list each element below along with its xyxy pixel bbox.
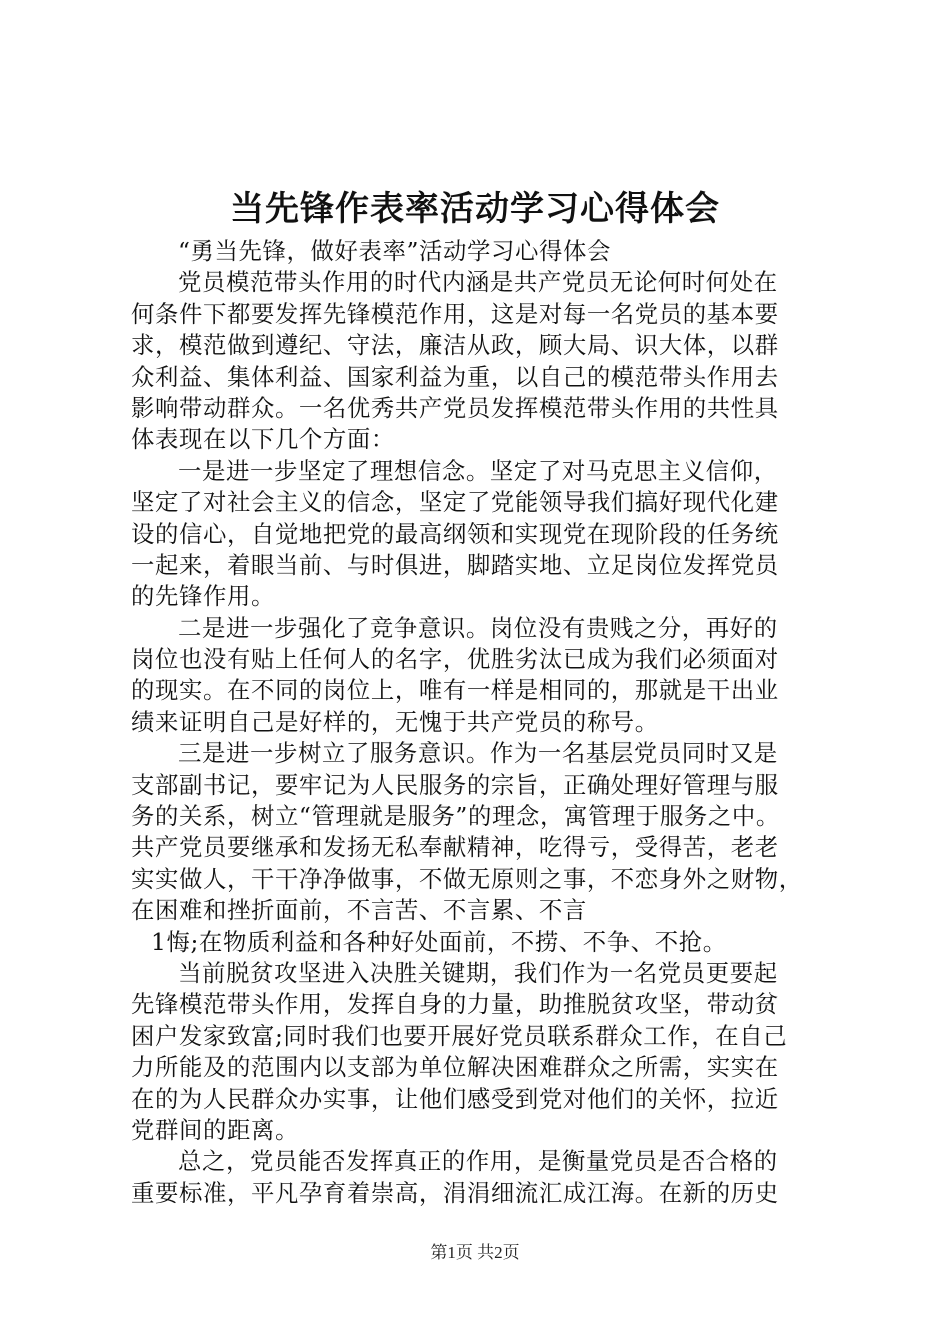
paragraph-line: 影响带动群众。一名优秀共产党员发挥模范带头作用的共性具 [131,393,779,422]
paragraph-line: 的先锋作用。 [131,582,275,611]
document-title: 当先锋作表率活动学习心得体会 [230,189,720,229]
paragraph-line: 党群间的距离。 [131,1115,299,1144]
paragraph-line: 绩来证明自己是好样的，无愧于共产党员的称号。 [131,707,659,736]
paragraph-line: 总之，党员能否发挥真正的作用，是衡量党员是否合格的 [178,1147,778,1176]
paragraph-line: 共产党员要继承和发扬无私奉献精神，吃得亏，受得苦，老老 [131,833,779,862]
paragraph-line: 体表现在以下几个方面： [131,425,395,454]
paragraph-line: 重要标准，平凡孕育着崇高，涓涓细流汇成江海。在新的历史 [131,1178,779,1207]
paragraph-line: 务的关系，树立“管理就是服务”的理念，寓管理于服务之中。 [131,802,780,831]
paragraph-line: 在困难和挫折面前，不言苦、不言累、不言 [131,896,587,925]
paragraph-line: 坚定了对社会主义的信念，坚定了党能领导我们搞好现代化建 [131,488,779,517]
paragraph-line: 何条件下都要发挥先锋模范作用，这是对每一名党员的基本要 [131,299,779,328]
paragraph-line: 实实做人，干干净净做事，不做无原则之事，不恋身外之财物， [131,864,803,893]
paragraph-line: 力所能及的范围内以支部为单位解决困难群众之所需，实实在 [131,1053,779,1082]
paragraph-line: 设的信心，自觉地把党的最高纲领和实现党在现阶段的任务统 [131,519,779,548]
paragraph-line: 岗位也没有贴上任何人的名字，优胜劣汰已成为我们必须面对 [131,645,779,674]
document-body [131,236,831,1209]
paragraph-line: 1悔;在物质利益和各种好处面前，不捞、不争、不抢。 [151,927,727,956]
paragraph-line: 的现实。在不同的岗位上，唯有一样是相同的，那就是干出业 [131,676,779,705]
paragraph-line: 求，模范做到遵纪、守法，廉洁从政，顾大局、识大体，以群 [131,331,779,360]
paragraph-line: 一起来，着眼当前、与时俱进，脚踏实地、立足岗位发挥党员 [131,550,779,579]
paragraph-line: 三是进一步树立了服务意识。作为一名基层党员同时又是 [178,739,778,768]
paragraph-line: 党员模范带头作用的时代内涵是共产党员无论何时何处在 [178,268,778,297]
subtitle-line: “勇当先锋，做好表率”活动学习心得体会 [178,237,611,265]
paragraph-line: 先锋模范带头作用，发挥自身的力量，助推脱贫攻坚，带动贫 [131,990,779,1019]
paragraph-line: 众利益、集体利益、国家利益为重，以自己的模范带头作用去 [131,362,779,391]
paragraph-line: 支部副书记，要牢记为人民服务的宗旨，正确处理好管理与服 [131,770,779,799]
paragraph-line: 在的为人民群众办实事，让他们感受到党对他们的关怀，拉近 [131,1084,779,1113]
paragraph-line: 二是进一步强化了竞争意识。岗位没有贵贱之分，再好的 [178,613,778,642]
paragraph-line: 当前脱贫攻坚进入决胜关键期，我们作为一名党员更要起 [178,958,778,987]
paragraph-line: 困户发家致富;同时我们也要开展好党员联系群众工作，在自己 [131,1021,788,1050]
page-footer: 第1页 共2页 [430,1243,520,1262]
paragraph-line: 一是进一步坚定了理想信念。坚定了对马克思主义信仰， [178,456,778,485]
